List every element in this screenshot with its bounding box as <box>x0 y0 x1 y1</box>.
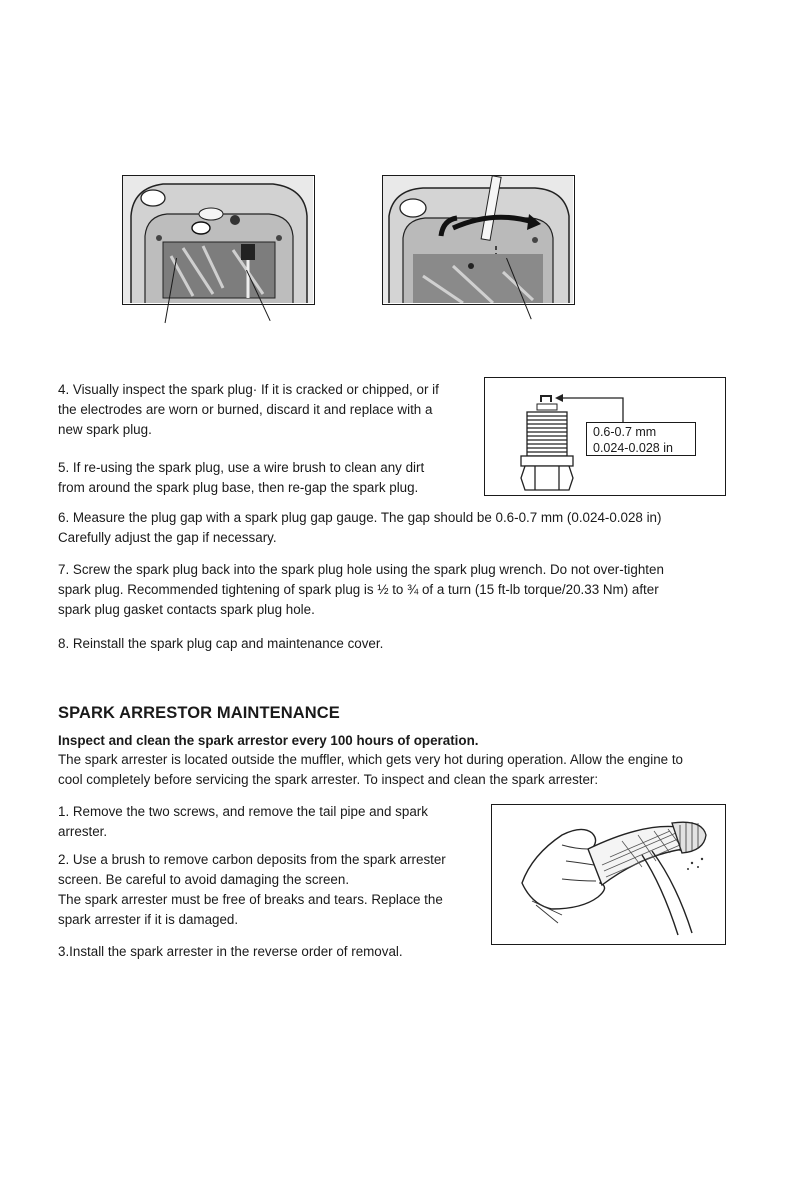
step-5-text: 5. If re-using the spark plug, use a wire brush to clean any dirt from around the spark plug base, then re-gap the spark plug. <box>58 460 425 495</box>
section-subheading: Inspect and clean the spark arrestor every 100 hours of operation. <box>58 733 479 748</box>
hand-brush-drawing <box>492 805 724 943</box>
step-7-text: 7. Screw the spark plug back into the spark plug hole using the spark plug wrench. Do not over-tighten spark plug. Recommended tightening of spark plug is ½ to ¾ of a turn (15 ft-lb torque/20.33 Nm) after spark plug gasket contacts spark plug hole. <box>58 562 664 617</box>
gap-callout <box>586 422 696 456</box>
arrester-brush-illustration <box>491 804 726 945</box>
arrestor-step-3: 3.Install the spark arrester in the reverse order of removal. <box>58 944 403 959</box>
section-intro: The spark arrester is located outside the muffler, which gets very hot during operation. Allow the engine to cool completely before servicing the spark arrester. To inspect and clean the spark arrester: <box>58 752 683 787</box>
gap-in-label: 0.024-0.028 in <box>593 441 673 455</box>
spark-plug-wrench-photo <box>382 175 575 305</box>
maintenance-cover-photo <box>122 175 315 305</box>
step-8-text: 8. Reinstall the spark plug cap and maintenance cover. <box>58 636 384 651</box>
gap-mm-label: 0.6-0.7 mm <box>593 425 657 439</box>
section-heading: SPARK ARRESTOR MAINTENANCE <box>58 704 340 722</box>
step-6-text: 6. Measure the plug gap with a spark plug gap gauge. The gap should be 0.6-0.7 mm (0.024-0.028 in) Carefully adjust the gap if necessary. <box>58 510 662 545</box>
arrestor-step-1: 1. Remove the two screws, and remove the tail pipe and spark arrester. <box>58 804 428 839</box>
wrench-illustration <box>383 176 573 303</box>
generator-top-illustration <box>123 176 313 303</box>
step-4-text: 4. Visually inspect the spark plug· If it is cracked or chipped, or if the electrodes are worn or burned, discard it and replace with a new spark plug. <box>58 382 439 437</box>
arrestor-step-2: 2. Use a brush to remove carbon deposits from the spark arrester screen. Be careful to avoid damaging the screen. <box>58 852 446 887</box>
arrestor-note: The spark arrester must be free of breaks and tears. Replace the spark arrester if it is damaged. <box>58 892 443 927</box>
